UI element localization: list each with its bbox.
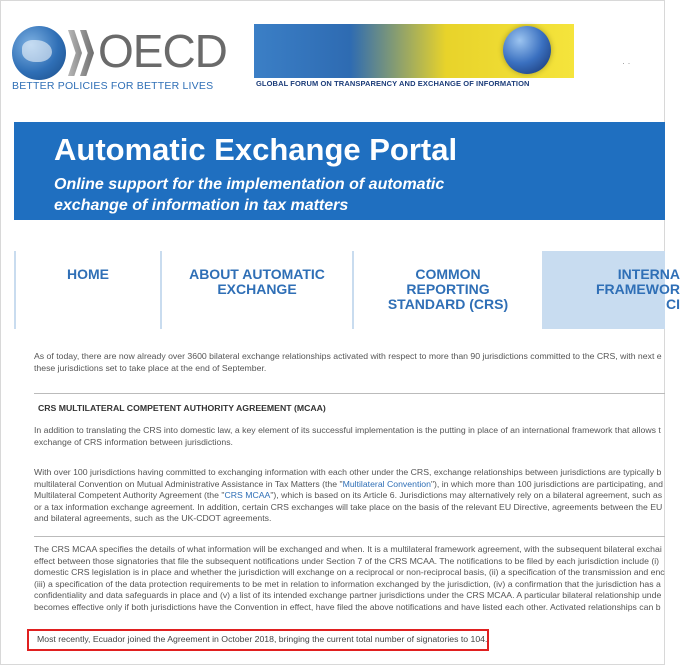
nav-common-reporting-standard[interactable] (354, 251, 544, 329)
divider (34, 536, 665, 537)
divider (34, 393, 665, 394)
nav-label: STANDARD (CRS) (387, 296, 509, 312)
text-fragment: "), which is based on its Article 6. Jurisdictions may alternatively rely on a bilateral agreement, such as (270, 490, 663, 500)
paragraph (34, 425, 665, 448)
text-line: these jurisdictions set to take place at the end of September. (34, 362, 267, 373)
oecd-tagline: BETTER POLICIES FOR BETTER LIVES (12, 80, 214, 92)
portal-subtitle (54, 174, 444, 216)
text-line: effect between those signatories that file the subsequent notifications under Section 7 of the CRS MCAA. The notifications to be filed by each jurisdiction include (i) (34, 555, 660, 566)
text-line: becomes effective only if both jurisdictions have the Convention in effect, have filed the above notifications and have listed each other. Activated relationships can b (34, 601, 661, 612)
crs-mcaa-link[interactable]: CRS MCAA (224, 490, 271, 500)
highlighted-sentence: Most recently, Ecuador joined the Agreement in October 2018, bringing the current total number of signatories to 104. (37, 634, 488, 644)
text-line: exchange of CRS information between jurisdictions. (34, 436, 233, 447)
text-fragment: multilateral Convention on Mutual Administrative Assistance in Tax Matters (the " (34, 478, 343, 489)
text-fragment: "), in which more than 100 jurisdictions are participating, and (430, 478, 663, 489)
text-line (34, 490, 665, 502)
globe-icon (503, 26, 551, 74)
portal-banner (14, 122, 665, 220)
nav-label: REPORTING (406, 281, 490, 297)
text-line: (iii) a specification of the data protection requirements to be met in relation to information exchanged by the jurisdiction, (iv) a confirmation that the jurisdiction has a (34, 578, 661, 589)
nav-label: EXCHANGE (217, 281, 297, 297)
text-line: domestic CRS legislation is in place and whether the jurisdiction will exchange on a reciprocal or non-reciprocal basis, (ii) a specification of the transmission and enc (34, 567, 665, 577)
multilateral-convention-link[interactable]: Multilateral Convention (342, 478, 431, 489)
main-nav (14, 251, 680, 329)
portal-title: Automatic Exchange Portal (54, 132, 458, 167)
nav-label: COMMON (415, 266, 481, 282)
nav-about-automatic-exchange[interactable] (162, 251, 354, 329)
portal-subtitle-line: Online support for the implementation of automatic (54, 176, 445, 193)
text-line: The CRS MCAA specifies the details of what information will be exchanged and when. It is a multilateral framework agreement, with the subsequent bilateral exchai (34, 544, 662, 554)
oecd-wordmark: OECD (98, 25, 227, 77)
text-line: confidentiality and data safeguards in place and (v) a list of its intended exchange partner jurisdictions under the CRS MCAA. A particular bilateral relationship unde (34, 590, 662, 600)
intro-paragraph (34, 351, 665, 374)
global-forum-caption: GLOBAL FORUM ON TRANSPARENCY AND EXCHANGE OF INFORMATION (256, 79, 530, 88)
text-fragment: Multilateral Competent Authority Agreement (the " (34, 490, 225, 500)
decorative-dots: · · (622, 58, 631, 68)
nav-label: CI (666, 296, 680, 312)
chevron-icon (68, 30, 82, 76)
nav-label: INTERNA (617, 266, 680, 282)
text-line (34, 479, 665, 491)
highlight-box (27, 629, 489, 651)
paragraph (34, 544, 665, 613)
portal-subtitle-line: exchange of information in tax matters (54, 197, 349, 214)
paragraph (34, 467, 665, 525)
text-line: As of today, there are now already over 3600 bilateral exchange relationships activated with respect to more than 90 jurisdictions committed to the CRS, with next e (34, 351, 662, 361)
nav-label: ABOUT AUTOMATIC (189, 266, 325, 282)
oecd-logo[interactable] (12, 22, 232, 92)
text-line: or a tax information exchange agreement. In addition, certain CRS exchanges will take place on the basis of the relevant EU Directive, agreements between the EU (34, 501, 663, 512)
text-line: With over 100 jurisdictions having committed to exchanging information with each other under the CRS, exchange relationships between jurisdictions are typically b (34, 467, 662, 477)
nav-international-framework[interactable] (544, 251, 680, 329)
chevron-icon (80, 30, 94, 76)
nav-label: FRAMEWOR (596, 281, 680, 297)
globe-icon (12, 26, 66, 80)
text-line: and bilateral agreements, such as the UK-CDOT agreements. (34, 513, 272, 523)
section-title: CRS MULTILATERAL COMPETENT AUTHORITY AGREEMENT (MCAA) (38, 403, 326, 413)
text-line: In addition to translating the CRS into domestic law, a key element of its successful implementation is the putting in place of an international framework that allows t (34, 425, 661, 435)
nav-label: HOME (67, 266, 109, 282)
nav-home[interactable] (14, 251, 162, 329)
